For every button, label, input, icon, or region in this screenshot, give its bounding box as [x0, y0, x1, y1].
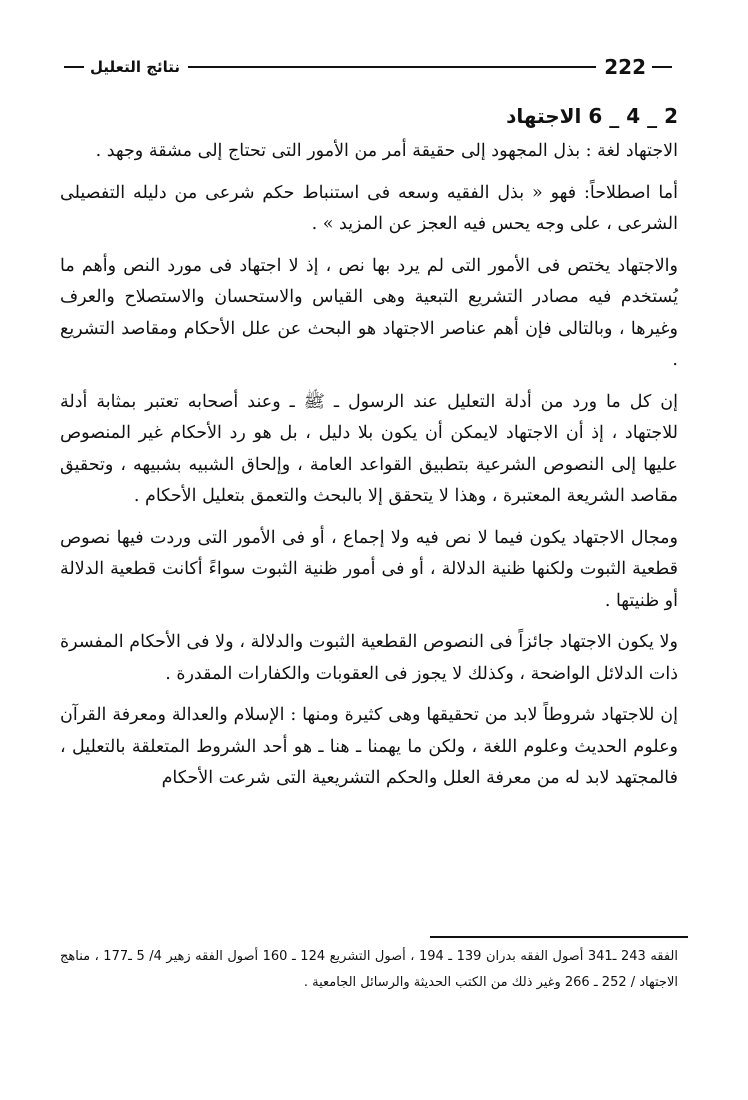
paragraph: إن للاجتهاد شروطاً لابد من تحقيقها وهى كثيرة ومنها : الإسلام والعدالة ومعرفة القرآن وعلوم الحديث وعلوم اللغة ، ولكن ما يهمنا ـ هنا ـ هو أحد الشروط المتعلقة بالتعليل ، فالمجتهد لابد له من معرفة العلل والحكم التشريعية التى شرعت الأحكام — [60, 705, 678, 788]
page-number: 222 — [604, 55, 646, 79]
header-rule — [188, 66, 596, 68]
paragraph: الاجتهاد لغة : بذل المجهود إلى حقيقة أمر من الأمور التى تحتاج إلى مشقة وجهد . — [95, 141, 678, 161]
section-title: الاجتهاد — [506, 104, 582, 128]
running-title: نتائج التعليل — [90, 58, 181, 76]
paragraph: إن كل ما ورد من أدلة التعليل عند الرسول ـ ﷺ ـ وعند أصحابه تعتبر بمثابة أدلة للاجتهاد ، إذ أن الاجتهاد لايمكن أن يكون بلا دليل ، بل هو رد الأحكام غير المنصوص عليها إلى النصوص الشرعية بتطبيق القواعد العامة ، وإلحاق الشبيه بشبيهه ، وتحقيق مقاصد الشريعة المعتبرة ، وهذا لا يتحقق إلا بالبحث والتعمق بتعليل الأحكام . — [60, 391, 678, 506]
footnote: الفقه 243 ـ341 أصول الفقه بدران 139 ـ 194 ، أصول التشريع 124 ـ 160 أصول الفقه زهير 4/ 5 ـ177 ، مناهج الاجتهاد / 252 ـ 266 وغير ذلك من الكتب الحديثة والرسائل الجامعية . — [60, 949, 679, 990]
paragraph: ولا يكون الاجتهاد جائزاً فى النصوص القطعية الثبوت والدلالة ، ولا فى الأحكام المفسرة ذات الدلائل الواضحة ، وكذلك لا يجوز فى العقوبات والكفارات المقدرة . — [60, 632, 678, 684]
paragraph: أما اصطلاحاً: فهو « بذل الفقيه وسعه فى استنباط حكم شرعى من دليله التفصيلى الشرعى ، على وجه يحس فيه العجز عن المزيد » . — [60, 182, 678, 234]
paragraph: والاجتهاد يختص فى الأمور التى لم يرد بها نص ، إذ لا اجتهاد فى مورد النص وأهم ما يُستخدم فيه مصادر التشريع التبعية وهى القياس والاستحسان والاستصلاح والعرف وغيرها ، وبالتالى فإن أهم عناصر الاجتهاد هو البحث عن علل الأحكام ومقاصد التشريع . — [60, 255, 678, 370]
body-text — [60, 100, 678, 805]
header-dash-left — [64, 66, 84, 68]
paragraph: ومجال الاجتهاد يكون فيما لا نص فيه ولا إجماع ، أو فى الأمور التى وردت فيها نصوص قطعية الثبوت ولكنها ظنية الدلالة ، أو فى أمور ظنية الثبوت سواءً أكانت قطعية الدلالة أو ظنيتها . — [60, 527, 678, 611]
footnote-divider — [430, 936, 688, 938]
page-header — [58, 52, 678, 82]
header-dash-right — [652, 66, 672, 68]
section-heading — [60, 100, 678, 132]
section-number: 6 _ 4 _ 2 — [588, 104, 678, 128]
